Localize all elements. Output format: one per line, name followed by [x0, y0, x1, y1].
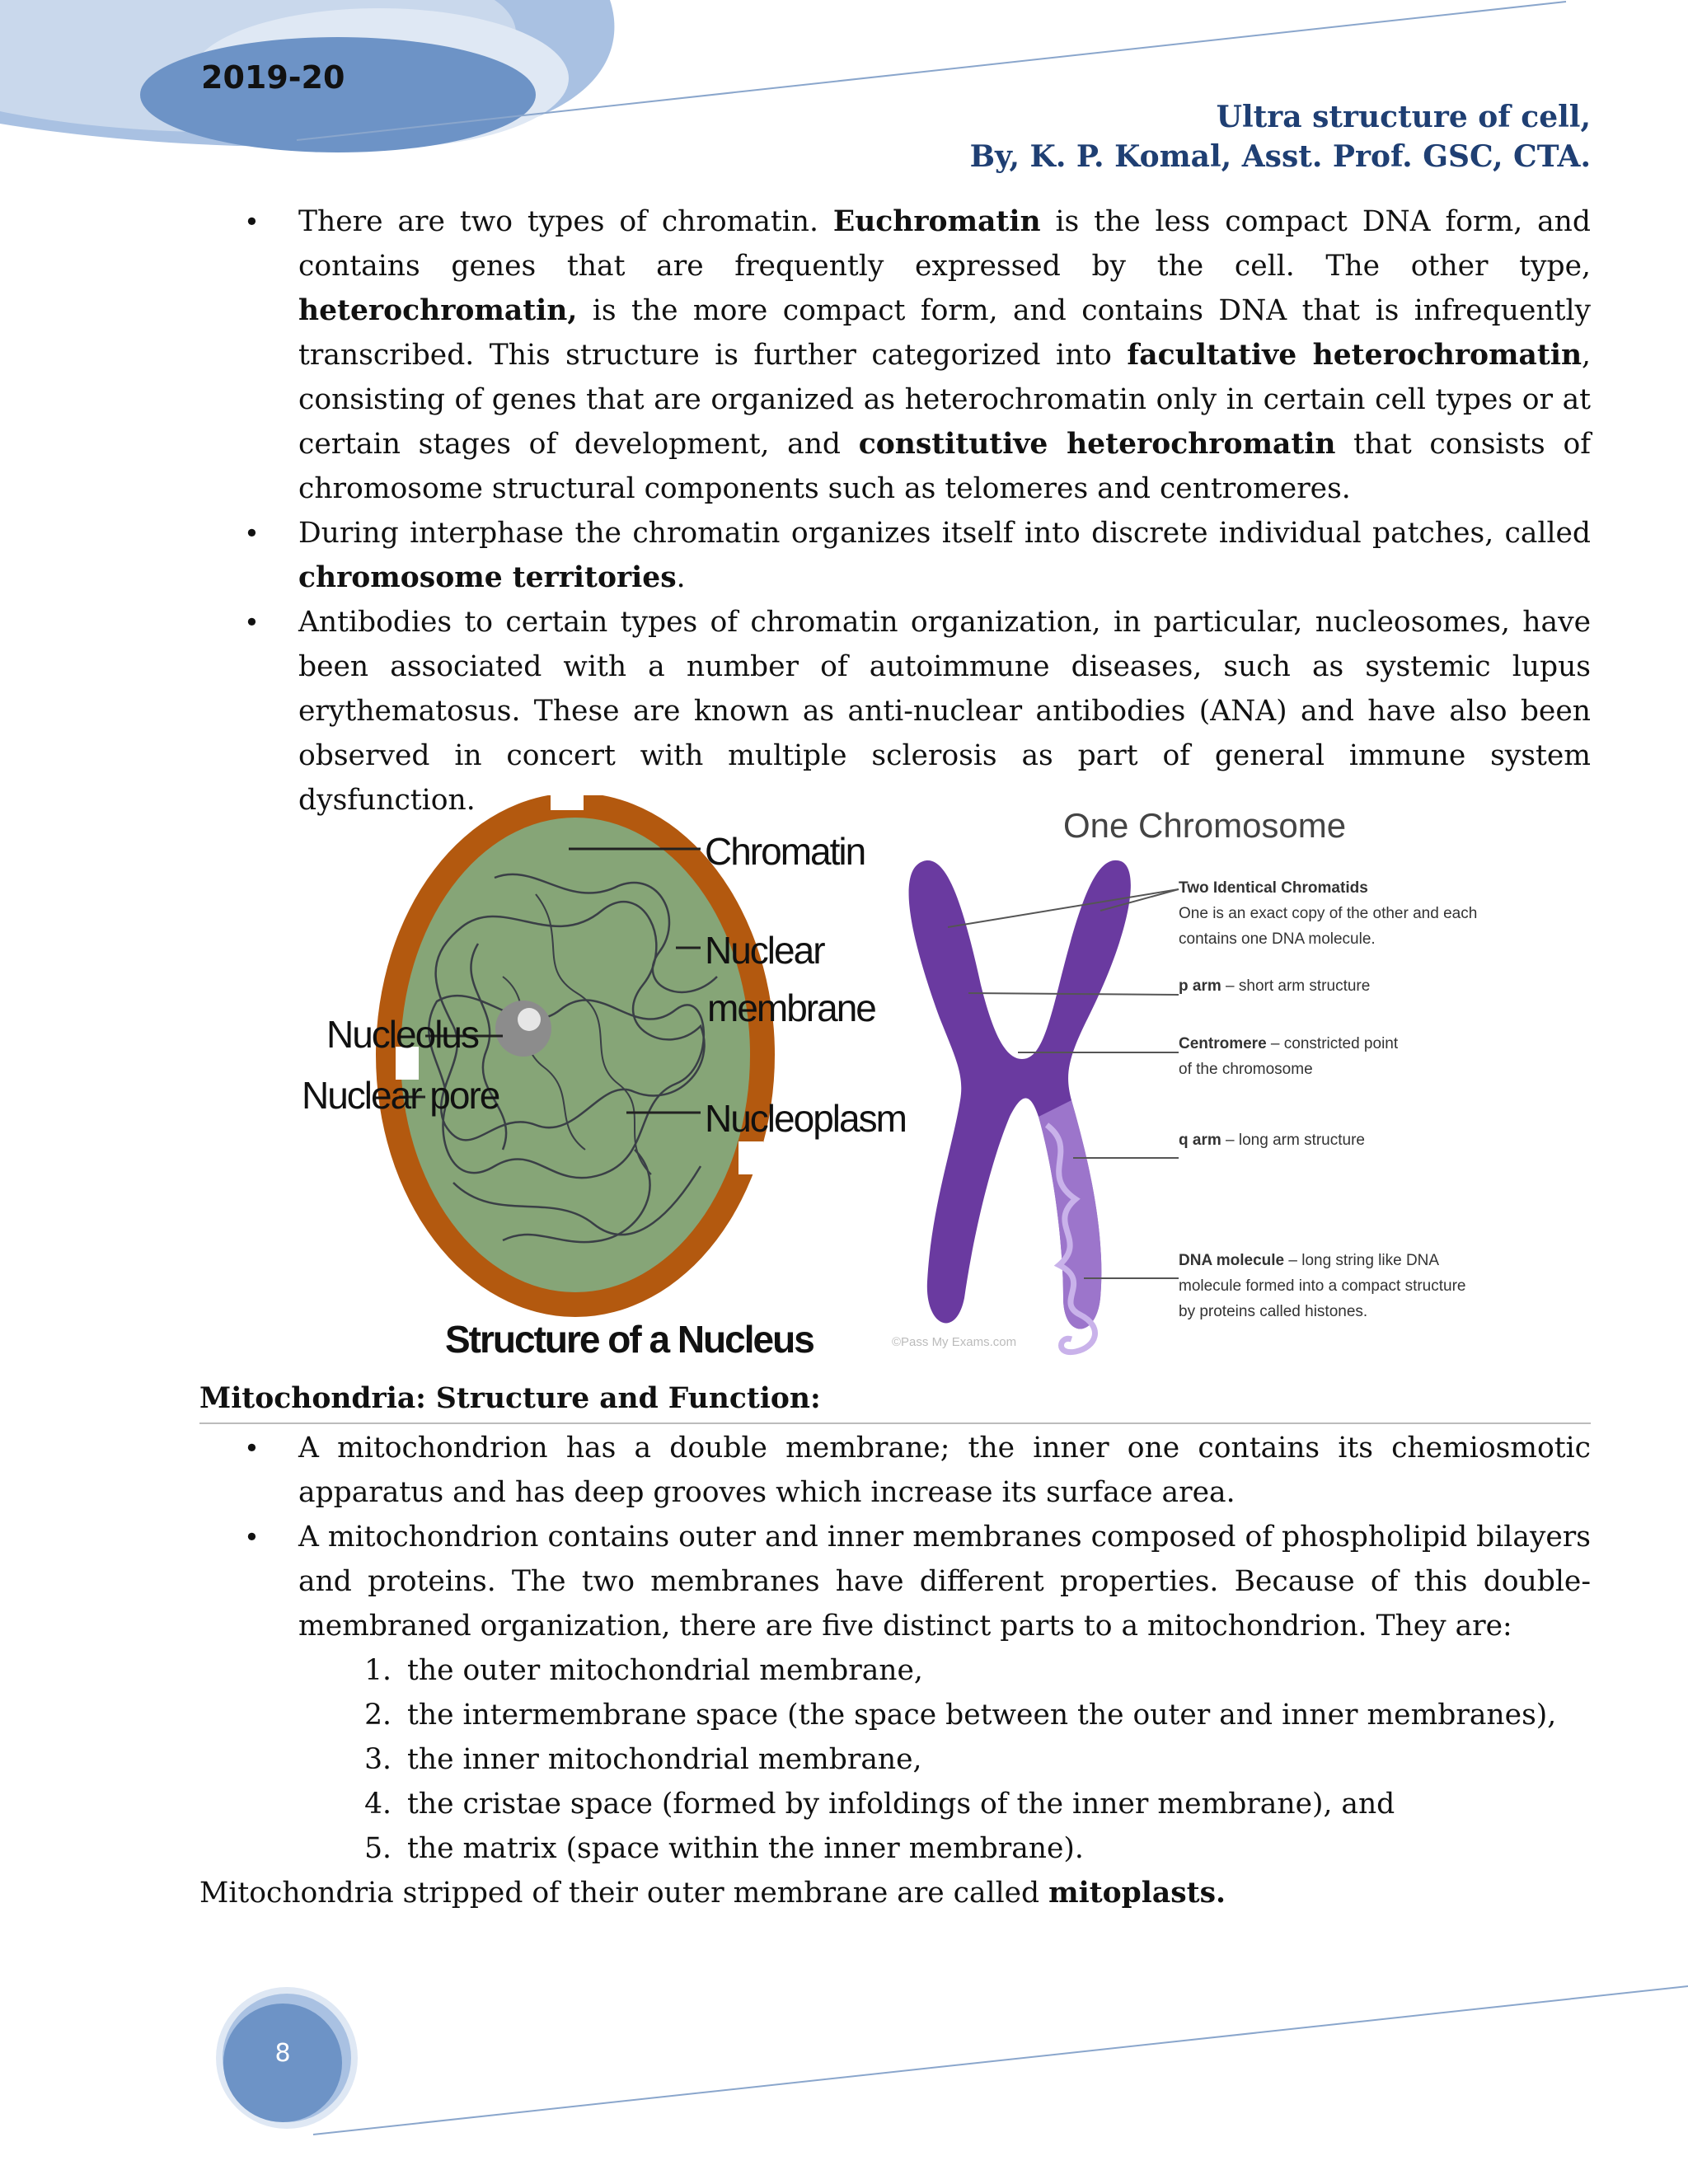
page-header-title: [970, 97, 1591, 176]
header-title-line2: By, K. P. Komal, Asst. Prof. GSC, CTA.: [969, 139, 1591, 174]
bullet-double-membrane-text: • A mitochondrion has a double membrane; the inner one contains its chemiosmotic apparatus and has deep grooves which increase its surface area.: [298, 1432, 1591, 1509]
text-span: Mitochondria stripped of their outer membrane are called: [199, 1877, 1049, 1910]
list-item: 1. the outer mitochondrial membrane,: [401, 1648, 1591, 1693]
label-two-chromatids-title: Two Identical Chromatids: [1179, 879, 1368, 897]
label-q-arm-desc: – long arm structure: [1221, 1132, 1365, 1149]
label-centromere-desc: – constricted point: [1266, 1035, 1399, 1052]
text-span: is the more compact form, and contains DNA that is infrequently transcribed. This structure is further categorized into: [298, 294, 1591, 372]
chromatin-bullets: [199, 199, 1591, 823]
label-membrane: membrane: [707, 987, 875, 1029]
label-chromatin: Chromatin: [705, 830, 865, 873]
page-number: 8: [274, 2039, 291, 2068]
text-span: is the less compact DNA form, and contains genes that are frequently expressed by the cell. The other type,: [298, 205, 1591, 283]
text-span: , consisting of genes that are organized as heterochromatin only in certain cell types or at certain stages of development, and: [298, 339, 1591, 461]
label-nuclear: Nuclear: [705, 929, 824, 972]
label-p-arm-desc: – short arm structure: [1221, 977, 1371, 995]
label-two-chromatids-desc1: One is an exact copy of the other and each: [1179, 905, 1478, 922]
bullet-antibodies: [199, 600, 1591, 823]
label-centromere: [1179, 1031, 1607, 1057]
label-centromere-desc2: of the chromosome: [1179, 1061, 1313, 1078]
label-dna-molecule-desc3: by proteins called histones.: [1179, 1303, 1368, 1320]
bullet-chromatin-types: [199, 199, 1591, 511]
chromosome-title: One Chromosome: [1063, 806, 1347, 845]
mitochondria-section: [199, 1376, 1591, 1915]
text-span: that consists of chromosome structural components such as telomeres and centromeres.: [298, 428, 1591, 505]
label-dna-molecule-desc: – long string like DNA: [1284, 1252, 1440, 1269]
label-nucleoplasm: Nucleoplasm: [705, 1097, 906, 1140]
text-span: .: [676, 561, 686, 594]
list-item: 2. the intermembrane space (the space between the outer and inner membranes),: [401, 1693, 1591, 1737]
chromosome-labels: [1179, 875, 1607, 1324]
label-two-chromatids: [1179, 875, 1607, 901]
label-p-arm-title: p arm: [1179, 977, 1221, 995]
label-p-arm: [1179, 973, 1607, 999]
label-centromere-title: Centromere: [1179, 1035, 1267, 1052]
mitochondrion-parts-list: [199, 1648, 1591, 1871]
list-item: 3. the inner mitochondrial membrane,: [401, 1737, 1591, 1782]
label-two-chromatids-desc2: contains one DNA molecule.: [1179, 930, 1376, 948]
mitoplasts-sentence: [199, 1871, 1591, 1915]
label-nucleolus: Nucleolus: [326, 1013, 478, 1056]
list-item: 5. the matrix (space within the inner membrane).: [401, 1826, 1591, 1871]
figure-credit: ©Pass My Exams.com: [892, 1335, 1017, 1349]
mitochondria-heading: Mitochondria: Structure and Function:: [199, 1376, 1591, 1424]
term-constitutive: constitutive heterochromatin: [858, 428, 1336, 461]
nucleus-caption: Structure of a Nucleus: [445, 1318, 814, 1361]
year-label: 2019-20: [201, 59, 345, 96]
text-span: During interphase the chromatin organizes itself into discrete individual patches, called: [298, 517, 1591, 550]
label-q-arm: [1179, 1127, 1607, 1153]
term-euchromatin: Euchromatin: [832, 205, 1041, 238]
label-dna-molecule-desc2: molecule formed into a compact structure: [1179, 1277, 1466, 1295]
chromosome-diagram: [890, 853, 1187, 1360]
bullet-double-membrane: [199, 1426, 1591, 1515]
term-heterochromatin: heterochromatin,: [298, 294, 578, 327]
footer-decoration: [0, 1961, 1688, 2184]
label-nuclear-pore: Nuclear pore: [302, 1074, 499, 1117]
list-item: 4. the cristae space (formed by infoldings of the inner membrane), and: [401, 1782, 1591, 1826]
text-span: There are two types of chromatin.: [298, 205, 833, 238]
term-facultative: facultative heterochromatin: [1127, 339, 1582, 372]
header-title-line1: Ultra structure of cell,: [1216, 100, 1591, 134]
bullet-outer-inner-membranes: [199, 1515, 1591, 1648]
bullet-antibodies-text: • Antibodies to certain types of chromatin organization, in particular, nucleosomes, have been associated with a number of autoimmune diseases, such as systemic lupus erythematosus. These are known as anti-nuclear antibodies (ANA) and have also been observed in concert with multiple sclerosis as part of general immune system dysfunction.: [298, 606, 1591, 817]
bullet-chromosome-territories: [199, 511, 1591, 600]
label-q-arm-title: q arm: [1179, 1132, 1221, 1149]
label-dna-molecule-title: DNA molecule: [1179, 1252, 1285, 1269]
term-chromosome-territories: chromosome territories: [298, 561, 677, 594]
label-dna-molecule: [1179, 1248, 1607, 1273]
bullet-outer-inner-membranes-text: • A mitochondrion contains outer and inner membranes composed of phospholipid bilayers and proteins. The two membranes have different properties. Because of this double-membraned organization, there are five distinct parts to a mitochondrion. They are:: [298, 1521, 1591, 1643]
term-mitoplasts: mitoplasts.: [1048, 1877, 1226, 1910]
